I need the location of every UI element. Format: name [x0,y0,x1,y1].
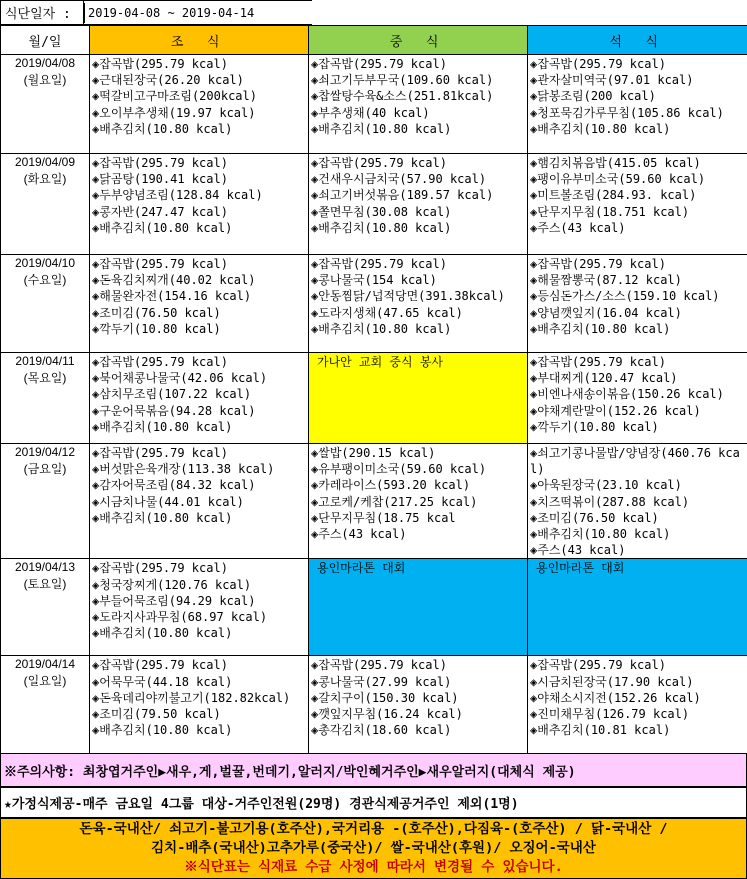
breakfast-cell [90,55,309,154]
weekday-text: (토요일) [23,577,67,592]
menu-item: ◈배추김치(10.80 kcal) [530,321,671,336]
caution-note: ※주의사항: 최창엽거주인▶새우,게,벌꿀,번데기,알러지/박인혜거주인▶새우알러지(대체식 제공) [0,753,747,787]
menu-item: ◈깍두기(10.80 kcal) [92,321,221,336]
menu-item: ◈단무지무침(18.751 kcal) [530,204,690,219]
date-cell [1,559,90,656]
menu-item: ◈건새우시금치국(57.90 kcal) [311,172,487,187]
menu-item: ◈청국장찌게(120.76 kcal) [92,577,252,592]
menu-item: ◈주스(43 kcal) [311,527,407,542]
lunch-cell [309,656,528,755]
header-date: 월/일 [1,26,90,55]
breakfast-cell [90,353,309,444]
menu-item: ◈잡곡밥(295.79 kcal) [311,156,447,170]
menu-item: ◈배추김치(10.80 kcal) [92,220,233,235]
date-text: 2019/04/09 [14,155,76,169]
date-text: 2019/04/13 [14,560,76,575]
menu-item: ◈닭봉조림(200 kcal) [530,89,656,104]
menu-item: ◈두부양념조림(128.84 kcal) [92,188,263,203]
menu-item: ◈청포묵김가루무침(105.86 kcal) [530,105,724,120]
dinner-cell [528,353,747,444]
menu-item: ◈잡곡밥(295.79 kcal) [311,257,447,271]
period-label: 식단일자 : [0,0,84,25]
menu-item: ◈쫄면무침(30.08 kcal) [311,204,452,219]
menu-item: ◈깻잎지무침(16.24 kcal) [311,707,463,722]
dinner-cell [528,55,747,154]
menu-item: ◈잡곡밥(295.79 kcal) [530,658,666,673]
lunch-cell [309,444,528,559]
menu-body [1,55,747,755]
date-cell [1,255,90,353]
dinner-cell [528,255,747,353]
menu-item: ◈쇠고기두부무국(109.60 kcal) [311,73,494,88]
menu-item: ◈돈육김치찌개(40.02 kcal) [92,273,256,288]
menu-item: ◈어묵무국(44.18 kcal) [92,674,233,689]
menu-item: ◈버섯맑은육개장(113.38 kcal) [92,462,275,477]
menu-item: ◈쇠고기콩나물밥/양념장(460.76 kcal) [530,446,740,477]
menu-item: ◈안동찜닭/넙적당면(391.38kcal) [311,289,505,304]
header-dinner: 석 식 [528,26,747,55]
menu-item: ◈배추김치(10.80 kcal) [92,121,233,136]
menu-item: ◈양념깻잎지(16.04 kcal) [530,305,682,320]
menu-item: ◈잡곡밥(295.79 kcal) [92,446,228,460]
menu-item: ◈배추김치(10.81 kcal) [530,723,671,738]
menu-item: ◈카레라이스(593.20 kcal) [311,478,471,493]
menu-item: ◈깍두기(10.80 kcal) [530,419,659,434]
menu-item: ◈잡곡밥(295.79 kcal) [311,57,447,71]
breakfast-cell [90,559,309,656]
menu-item: ◈시금치된장국(17.90 kcal) [530,674,694,689]
menu-item: ◈잡곡밥(295.79 kcal) [530,257,666,271]
menu-item: ◈야채계란말이(152.26 kcal) [530,403,701,418]
menu-item: ◈잡곡밥(295.79 kcal) [92,658,228,673]
menu-item: ◈잡곡밥(295.79 kcal) [92,156,228,170]
menu-item: ◈부대찌게(120.47 kcal) [530,371,678,386]
menu-item: ◈미트볼조림(284.93. kcal) [530,188,697,203]
menu-item: ◈주스(43 kcal) [530,220,626,235]
weekday-text: (일요일) [23,674,67,689]
menu-item: ◈오이부추생채(19.97 kcal) [92,105,256,120]
menu-item: ◈잡곡밥(295.79 kcal) [530,355,666,369]
menu-item: ◈도라지생채(47.65 kcal) [311,305,463,320]
date-cell [1,353,90,444]
menu-item: ◈배추김치(10.80 kcal) [530,121,671,136]
dinner-event-cell: 용인마라톤 대회 [528,559,747,656]
menu-item: ◈해물완자전(154.16 kcal) [92,289,252,304]
menu-item: ◈고로케/케찹(217.25 kcal) [311,494,478,509]
menu-item: ◈구운어묵볶음(94.28 kcal) [92,403,256,418]
weekly-menu-table [0,25,747,755]
menu-item: ◈아욱된장국(23.10 kcal) [530,478,682,493]
date-text: 2019/04/10 [14,256,76,270]
table-row [1,444,747,559]
origin-note [0,818,747,879]
menu-item: ◈닭곰탕(190.41 kcal) [92,172,228,187]
menu-item: ◈팽이유부미소국(59.60 kcal) [530,172,706,187]
date-text: 2019/04/12 [14,445,76,459]
menu-item: ◈유부팽이미소국(59.60 kcal) [311,462,487,477]
lunch-event-cell: 용인마라톤 대회 [309,559,528,656]
menu-item: ◈쌀밥(290.15 kcal) [311,446,436,460]
table-row [1,255,747,353]
change-warning: ※식단표는 식재료 수급 사정에 따라서 변경될 수 있습니다. [184,859,563,875]
menu-item: ◈배추김치(10.80 kcal) [92,626,233,641]
menu-item: ◈조미김(79.50 kcal) [92,707,221,722]
table-row [1,656,747,755]
period-value[interactable]: 2019-04-08 ~ 2019-04-14 [84,0,312,25]
menu-item: ◈잡곡밥(295.79 kcal) [92,561,228,576]
menu-item: ◈콩나물국(154 kcal) [311,273,437,288]
lunch-cell [309,55,528,154]
menu-item: ◈등심돈가스/소스(159.10 kcal) [530,289,720,304]
dinner-cell [528,154,747,255]
weekday-text: (금요일) [23,462,67,476]
menu-item: ◈찹쌀탕수육&소스(251.81kcal) [311,89,494,104]
menu-item: ◈시금치나물(44.01 kcal) [92,494,244,509]
menu-item: ◈감자어묵조림(84.32 kcal) [92,478,256,493]
weekday-text: (목요일) [23,371,67,385]
table-row [1,154,747,255]
menu-item: ◈조미김(76.50 kcal) [530,510,659,525]
date-text: 2019/04/08 [14,56,76,70]
menu-item: ◈콩자반(247.47 kcal) [92,204,228,219]
dinner-cell [528,444,747,559]
weekday-text: (화요일) [23,172,67,186]
breakfast-cell [90,444,309,559]
date-cell [1,55,90,154]
weekday-text: (월요일) [23,73,67,87]
menu-item: ◈비엔나새송이볶음(150.26 kcal) [530,387,724,402]
menu-item: ◈배추김치(10.80 kcal) [311,121,452,136]
menu-item: ◈배추김치(10.80 kcal) [92,723,233,738]
menu-item: ◈야채소시지전(152.26 kcal) [530,690,701,705]
header-row [1,26,747,55]
menu-item: ◈근대된장국(26.20 kcal) [92,73,244,88]
menu-item: ◈부들어묵조림(94.29 kcal) [92,593,256,608]
menu-item: ◈배추김치(10.80 kcal) [92,419,233,434]
table-row [1,55,747,154]
menu-item: ◈배추김치(10.80 kcal) [530,527,671,542]
header-breakfast: 조 식 [90,26,309,55]
lunch-cell [309,154,528,255]
dinner-cell [528,656,747,755]
date-text: 2019/04/11 [15,354,75,368]
menu-item: ◈배추김치(10.80 kcal) [311,321,452,336]
header-lunch: 중 식 [309,26,528,55]
table-row [1,559,747,656]
breakfast-cell [90,656,309,755]
lunch-event-cell: 가나안 교회 중식 봉사 [309,353,528,444]
menu-item: ◈해물짬뽕국(87.12 kcal) [530,273,682,288]
weekday-text: (수요일) [23,273,67,287]
home-meal-note: ★가정식제공-매주 금요일 4그룹 대상-거주인전원(29명) 경관식제공거주인 제외(1명) [0,787,747,818]
menu-item: ◈북어채콩나물국(42.06 kcal) [92,371,268,386]
date-cell [1,656,90,755]
menu-item: ◈잡곡밥(295.79 kcal) [530,57,666,71]
menu-item: ◈잡곡밥(295.79 kcal) [92,257,228,271]
lunch-cell [309,255,528,353]
menu-item: ◈배추김치(10.80 kcal) [92,510,233,525]
menu-item: ◈콩나물국(27.99 kcal) [311,674,452,689]
menu-item: ◈돈육데리야끼불고기(182.82kcal) [92,690,291,705]
menu-item: ◈관자살미역국(97.01 kcal) [530,73,694,88]
date-cell [1,154,90,255]
menu-item: ◈주스(43 kcal) [530,543,626,558]
menu-item: ◈잡곡밥(295.79 kcal) [92,355,228,369]
menu-item: ◈갈치구이(150.30 kcal) [311,690,459,705]
menu-item: ◈단무지무침(18.75 kcal [311,510,456,525]
date-cell [1,444,90,559]
breakfast-cell [90,154,309,255]
origin-line-2: 김치-배추(국내산)고추가루(중국산)/ 쌀-국내산(후원)/ 오징어-국내산 [151,840,596,856]
breakfast-cell [90,255,309,353]
period-bar [0,0,747,25]
menu-item: ◈진미채무침(126.79 kcal) [530,707,690,722]
menu-item: ◈잡곡밥(295.79 kcal) [92,57,228,71]
menu-item: ◈치즈떡볶이(287.88 kcal) [530,494,690,509]
menu-item: ◈잡곡밥(295.79 kcal) [311,658,447,673]
menu-item: ◈떡갈비고구마조림(200kcal) [92,89,257,104]
menu-item: ◈조미김(76.50 kcal) [92,305,221,320]
menu-item: ◈삼치무조림(107.22 kcal) [92,387,252,402]
table-row [1,353,747,444]
menu-item: ◈부추생채(40 kcal) [311,105,430,120]
menu-item: ◈도라지사과무침(68.97 kcal) [92,610,268,625]
menu-item: ◈햄김치볶음밥(415.05 kcal) [530,156,701,170]
menu-item: ◈배추김치(10.80 kcal) [311,220,452,235]
menu-item: ◈총각김치(18.60 kcal) [311,723,452,738]
menu-item: ◈쇠고기버섯볶음(189.57 kcal) [311,188,494,203]
date-text: 2019/04/14 [14,657,76,672]
origin-line-1: 돈육-국내산/ 쇠고기-불고기용(호주산),국거리용 -(호주산),다짐육-(호주산) / 닭-국내산 / [79,821,668,837]
